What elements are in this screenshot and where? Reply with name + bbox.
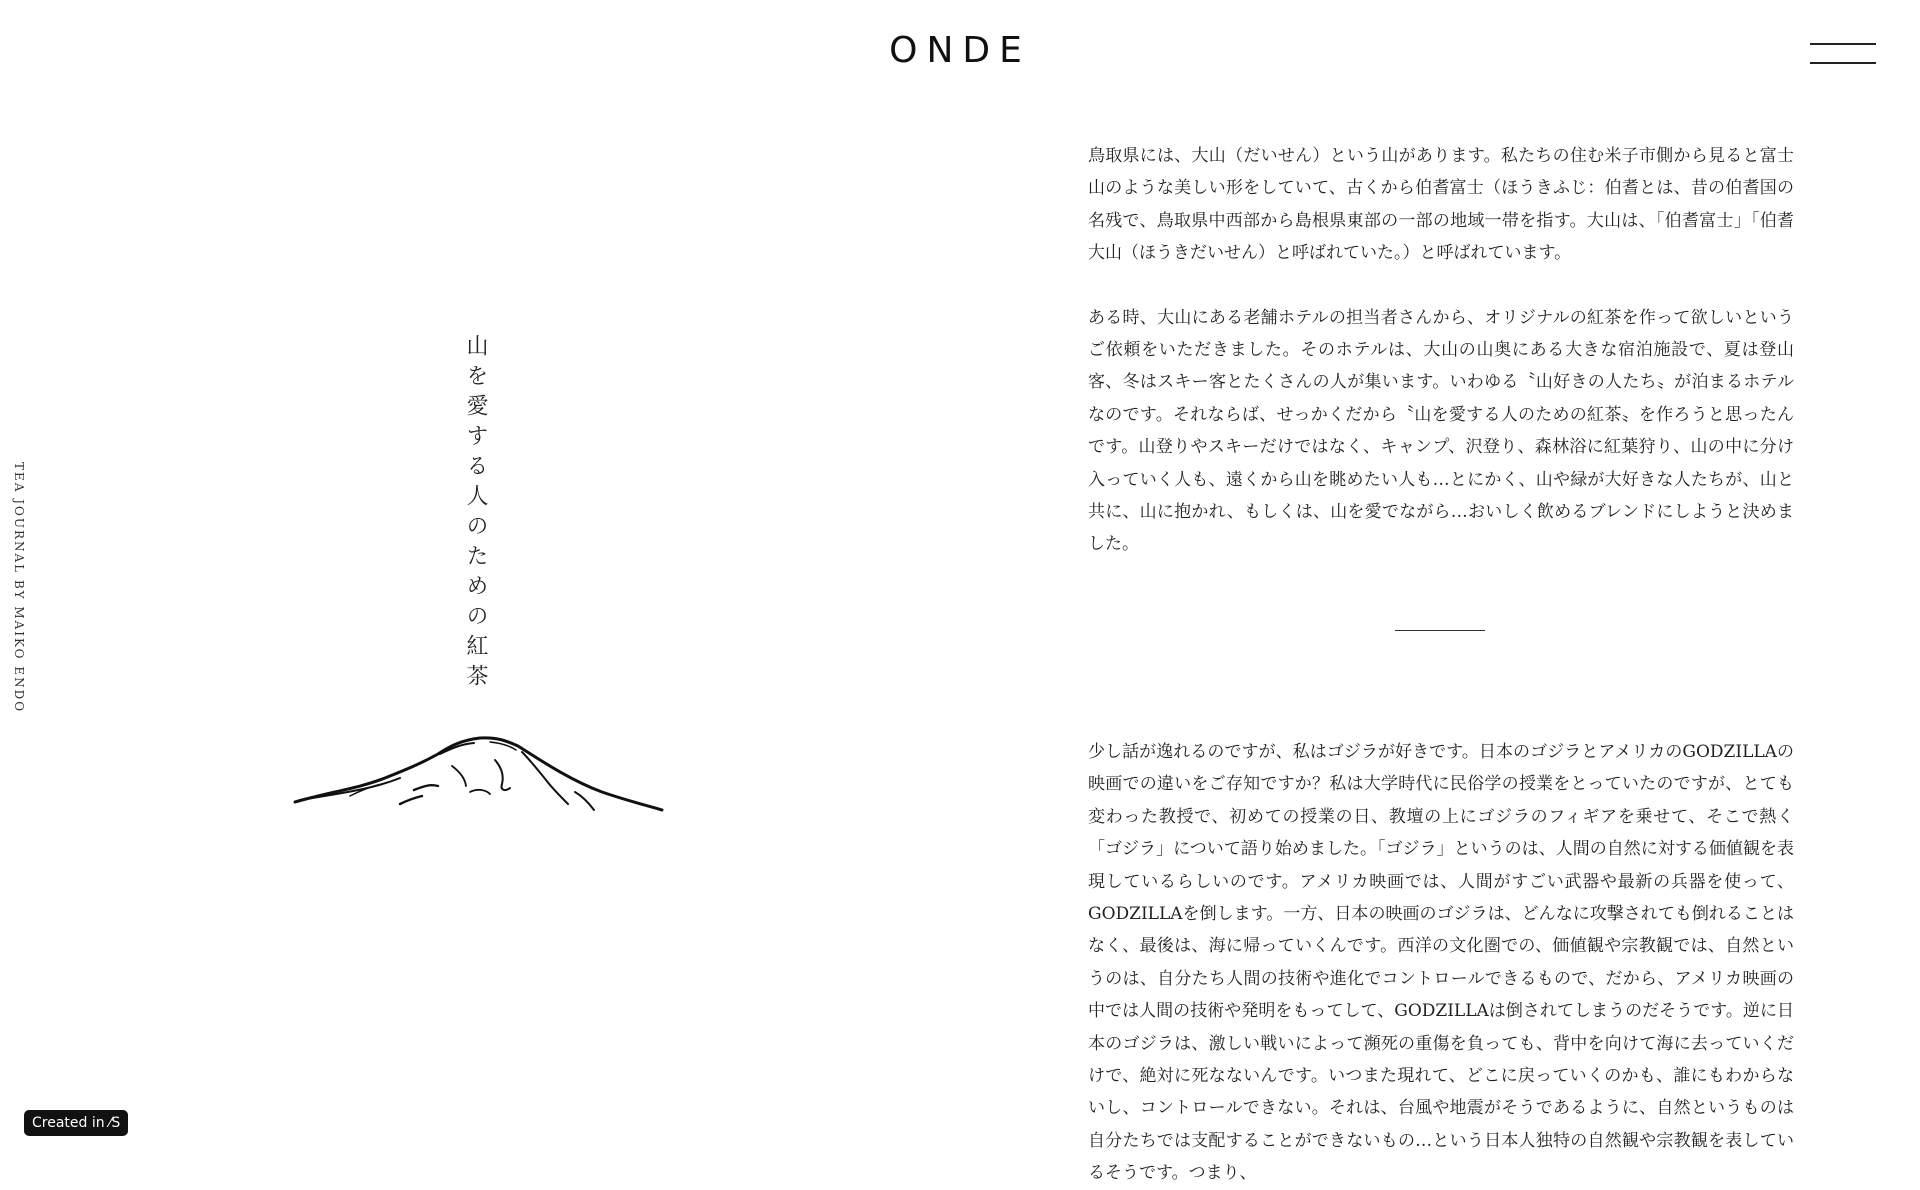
article-heading: 山を愛する人のための紅茶 [463, 334, 488, 694]
menu-line-top [1810, 43, 1876, 45]
article-body [1088, 140, 1794, 561]
menu-line-bottom [1810, 62, 1876, 64]
article-paragraph: ある時、大山にある老舗ホテルの担当者さんから、オリジナルの紅茶を作って欲しいというご依頼をいただきました。そのホテルは、大山の山奥にある大きな宿泊施設で、夏は登山客、冬はスキー客とたくさんの人が集います。いわゆる〝山好きの人たち〟が泊まるホテルなのです。それならば、せっかくだから〝山を愛する人のための紅茶〟を作ろうと思ったんです。山登りやスキーだけではなく、キャンプ、沢登り、森林浴に紅葉狩り、山の中に分け入っていく人も、遠くから山を眺めたい人も…とにかく、山や緑が大好きな人たちが、山と共に、山に抱かれ、もしくは、山を愛でながら…おいしく飲めるブレンドにしようと決めました。 [1088, 307, 1794, 555]
article-paragraph: 鳥取県には、大山（だいせん）という山があります。私たちの住む米子市側から見ると富士山のような美しい形をしていて、古くから伯耆富士（ほうきふじ：伯耆とは、昔の伯耆国の名残で、鳥取県中西部から島根県東部の一部の地域一帯を指す。大山は、「伯耆富士」「伯耆大山（ほうきだいせん）と呼ばれていた。）と呼ばれています。 [1088, 146, 1794, 264]
created-in-badge[interactable]: Created in ⁄S [24, 1110, 128, 1136]
site-logo[interactable]: ONDE [889, 30, 1031, 71]
hamburger-menu-icon[interactable] [1810, 40, 1876, 68]
side-label: TEA JOURNAL BY MAIKO ENDO [12, 462, 26, 714]
mountain-illustration-icon [290, 730, 670, 830]
article-body-continued [1088, 736, 1794, 1190]
article-paragraph: 少し話が逸れるのですが、私はゴジラが好きです。日本のゴジラとアメリカのGODZILLAの映画での違いをご存知ですか？私は大学時代に民俗学の授業をとっていたのですが、とても変わった教授で、初めての授業の日、教壇の上にゴジラのフィギアを乗せて、そこで熱く「ゴジラ」について語り始めました。「ゴジラ」というのは、人間の自然に対する価値観を表現しているらしいのです。アメリカ映画では、人間がすごい武器や最新の兵器を使って、GODZILLAを倒します。一方、日本の映画のゴジラは、どんなに攻撃されても倒れることはなく、最後は、海に帰っていくんです。西洋の文化圏での、価値観や宗教観では、自然というのは、自分たち人間の技術や進化でコントロールできるもので、だから、アメリカ映画の中では人間の技術や発明をもってして、GODZILLAは倒されてしまうのだそうです。逆に日本のゴジラは、激しい戦いによって瀕死の重傷を負っても、背中を向けて海に去っていくだけで、絶対に死なないんです。いつまた現れて、どこに戻っていくのかも、誰にもわからないし、コントロールできない。それは、台風や地震がそうであるように、自然というものは自分たちでは支配することができないもの…という日本人独特の自然観や宗教観を表しているそうです。つまり、 [1088, 742, 1795, 1184]
section-divider [1395, 630, 1485, 631]
